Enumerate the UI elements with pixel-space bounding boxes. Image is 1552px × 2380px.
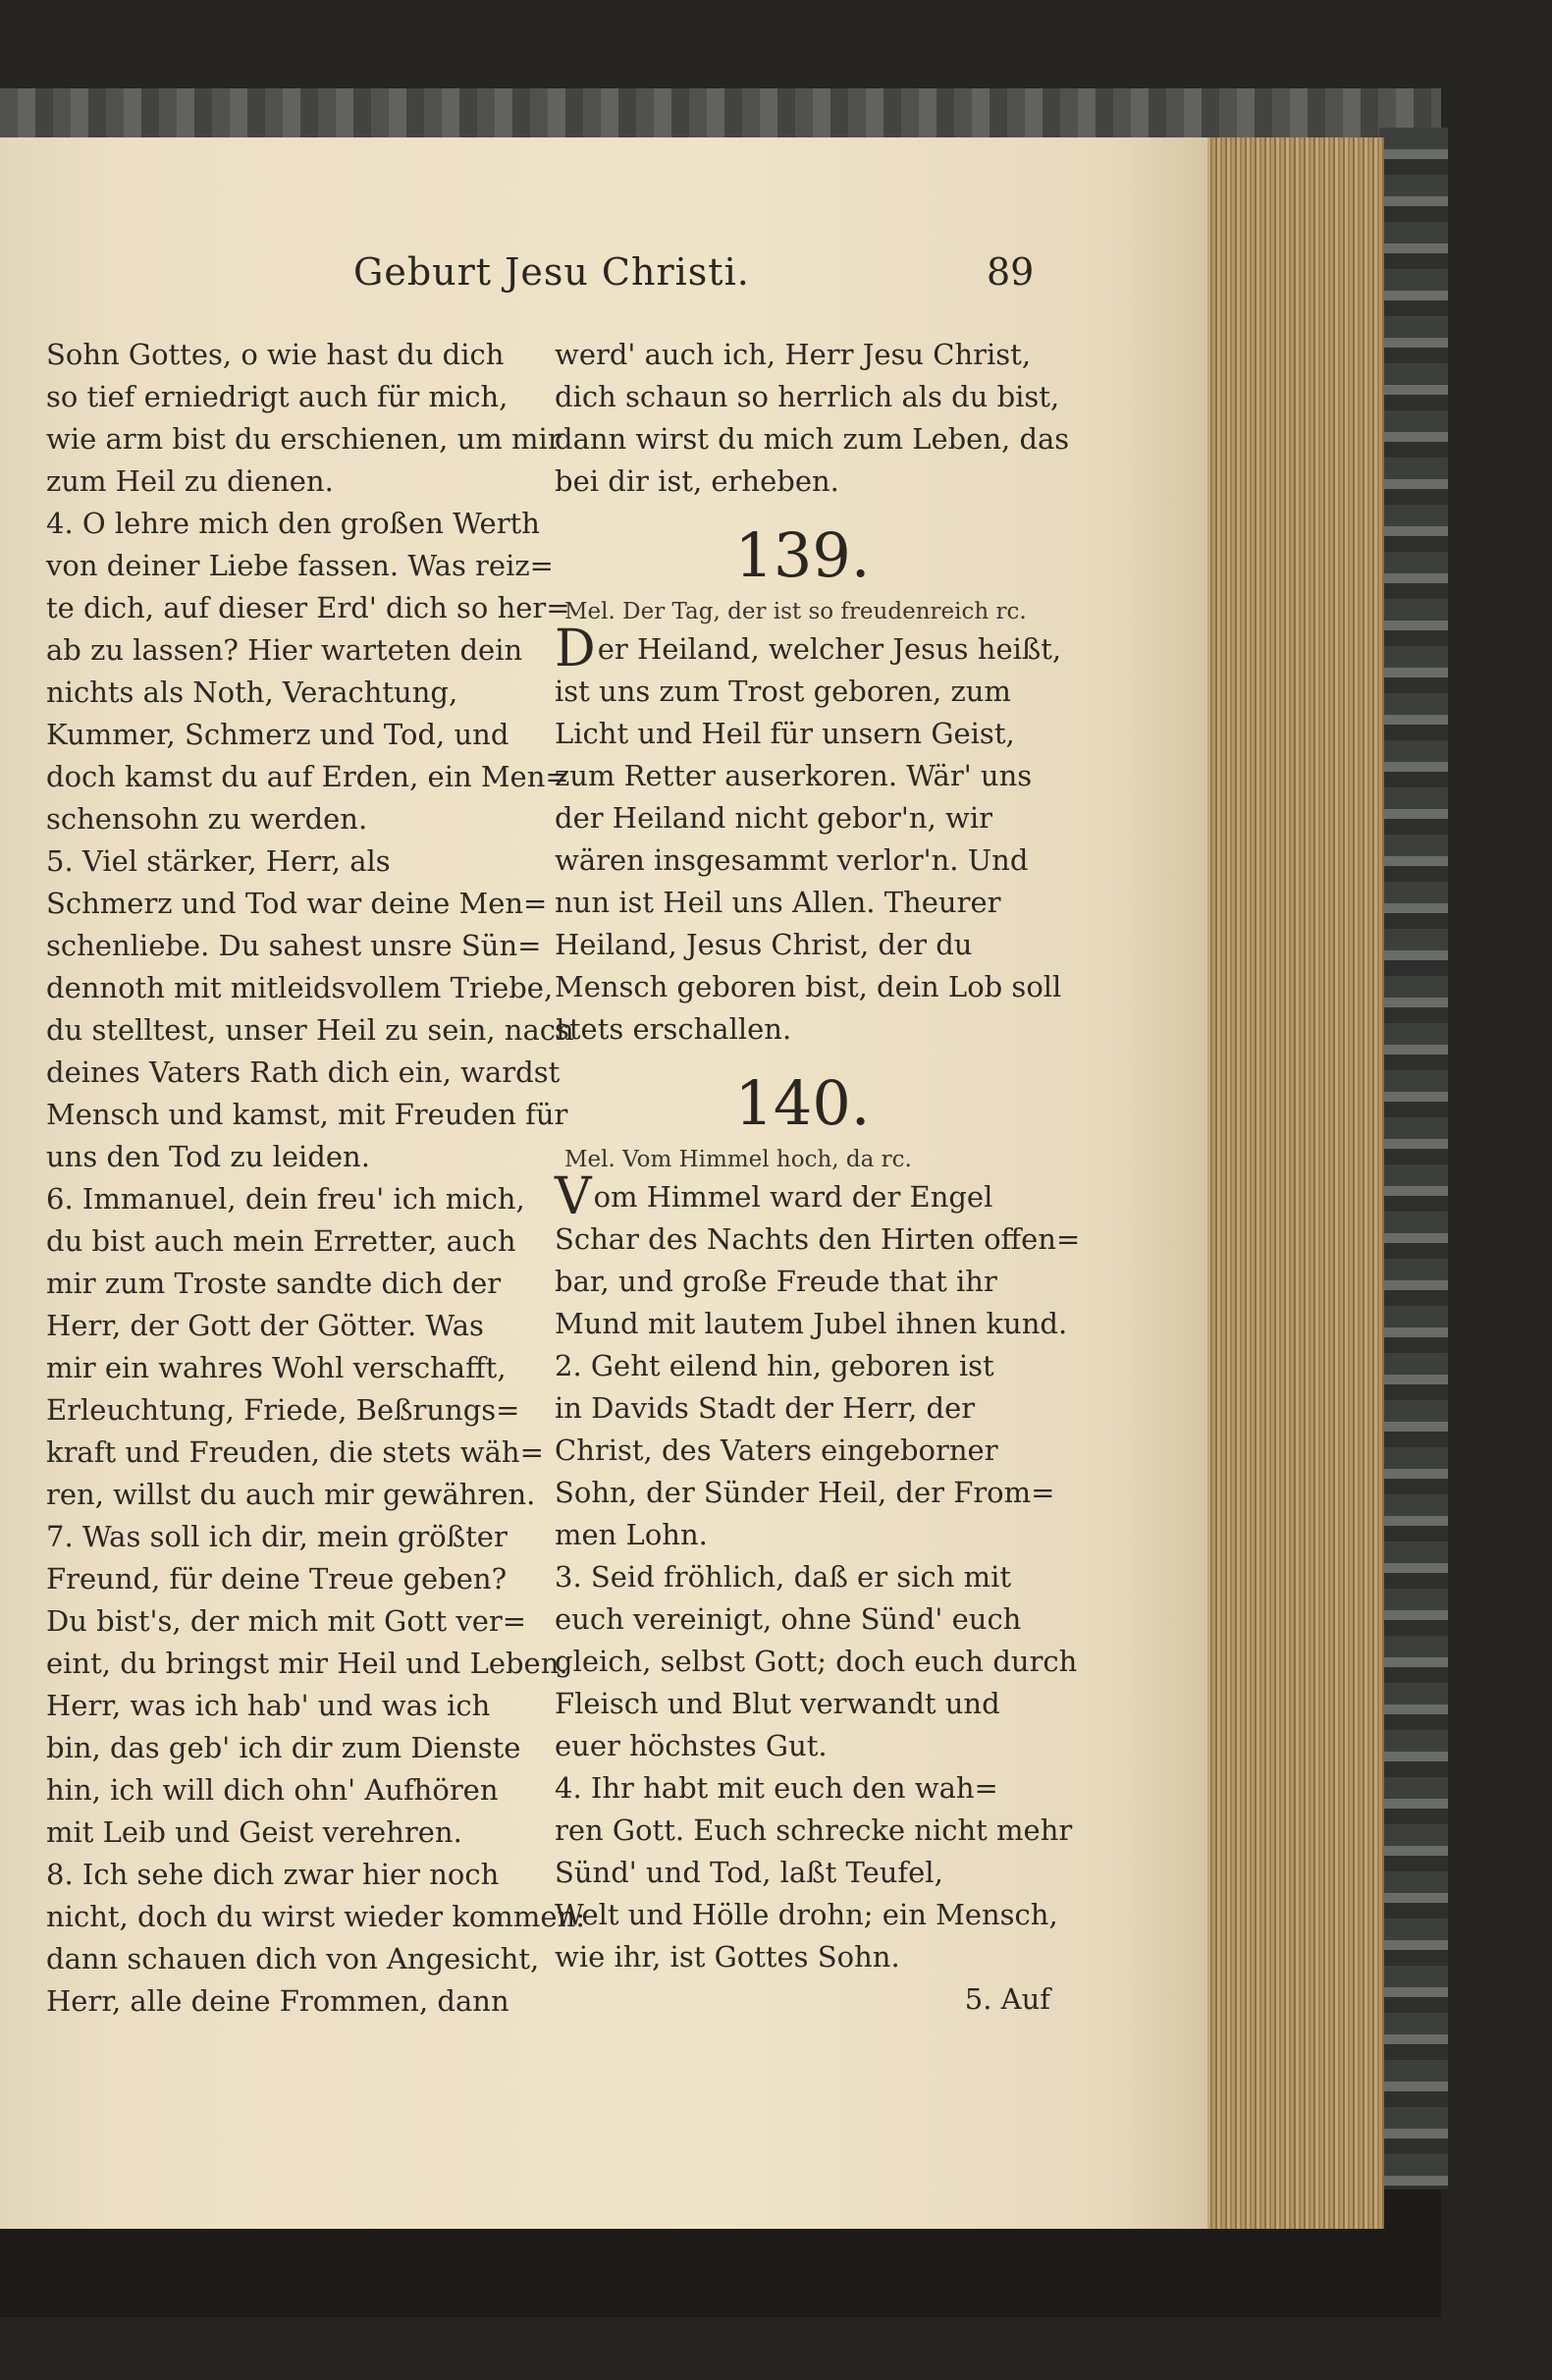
text-line: ren, willst du auch mir gewähren. (46, 1478, 536, 1511)
initial-letter: V (555, 1167, 592, 1226)
text-line: Christ, des Vaters eingeborner (555, 1433, 998, 1467)
page-number: 89 (987, 250, 1035, 294)
text-line: Mund mit lautem Jubel ihnen kund. (555, 1307, 1068, 1340)
hymn-number-140: 140. (734, 1067, 871, 1139)
text-line: 2. Geht eilend hin, geboren ist (555, 1349, 994, 1382)
text-line: Herr, alle deine Frommen, dann (46, 1984, 509, 2018)
text-line: bin, das geb' ich dir zum Dienste (46, 1731, 521, 1764)
text-line: eint, du bringst mir Heil und Leben. (46, 1647, 568, 1680)
text-line: men Lohn. (555, 1518, 708, 1551)
text-line: wären insgesammt verlor'n. Und (555, 843, 1029, 877)
text-line: werd' auch ich, Herr Jesu Christ, (555, 338, 1032, 371)
text-line: 5. Viel stärker, Herr, als (46, 844, 391, 878)
catchword: 5. Auf (964, 1982, 1050, 2016)
page-edges (1203, 137, 1384, 2229)
text-line: Fleisch und Blut verwandt und (555, 1687, 1000, 1720)
text-line: uns den Tod zu leiden. (46, 1140, 370, 1173)
text-line: 4. Ihr habt mit euch den wah= (555, 1771, 998, 1805)
text-line: Schar des Nachts den Hirten offen= (555, 1222, 1081, 1256)
text-line: nicht, doch du wirst wieder kommen: (46, 1900, 586, 1933)
text-line: euer höchstes Gut. (555, 1729, 828, 1762)
text-line: Licht und Heil für unsern Geist, (555, 717, 1015, 750)
text-line: ren Gott. Euch schrecke nicht mehr (555, 1813, 1073, 1847)
text-line: gleich, selbst Gott; doch euch durch (555, 1645, 1078, 1678)
text-line: dann wirst du mich zum Leben, das (555, 422, 1070, 456)
text-line: Heiland, Jesus Christ, der du (555, 928, 973, 961)
text-line: ab zu lassen? Hier warteten dein (46, 633, 523, 667)
text-line: mir zum Troste sandte dich der (46, 1267, 502, 1300)
text-line: 6. Immanuel, dein freu' ich mich, (46, 1182, 525, 1216)
text-line: bei dir ist, erheben. (555, 464, 839, 498)
intro-lines (555, 334, 1070, 503)
hymn-140-text (555, 1167, 1081, 1978)
left-column (46, 334, 586, 2023)
text-line: wie arm bist du erschienen, um mir (46, 422, 562, 456)
text-line: du bist auch mein Erretter, auch (46, 1224, 516, 1258)
running-title: Geburt Jesu Christi. (353, 250, 750, 294)
text-line: 8. Ich sehe dich zwar hier noch (46, 1858, 500, 1891)
text-line: Schmerz und Tod war deine Men= (46, 887, 548, 920)
initial-letter: D (555, 620, 596, 678)
text-line: in Davids Stadt der Herr, der (555, 1391, 976, 1425)
text-line: Sohn Gottes, o wie hast du dich (46, 338, 505, 371)
melody-140: Mel. Vom Himmel hoch, da rc. (564, 1147, 912, 1172)
text-line: stets erschallen. (555, 1012, 792, 1046)
text-line: ist uns zum Trost geboren, zum (555, 675, 1011, 708)
text-line: der Heiland nicht gebor'n, wir (555, 801, 992, 835)
text-line: dennoth mit mitleidsvollem Triebe, (46, 971, 554, 1004)
text-line: wie ihr, ist Gottes Sohn. (555, 1940, 900, 1974)
text-line: 3. Seid fröhlich, daß er sich mit (555, 1560, 1012, 1594)
text-line: 7. Was soll ich dir, mein größter (46, 1520, 508, 1553)
text-line: mir ein wahres Wohl verschafft, (46, 1351, 507, 1384)
text-line: zum Heil zu dienen. (46, 464, 334, 498)
hymn-139-text (555, 620, 1062, 1051)
text-line: dann schauen dich von Angesicht, (46, 1942, 540, 1975)
text-line: deines Vaters Rath dich ein, wardst (46, 1055, 561, 1089)
text-line: euch vereinigt, ohne Sünd' euch (555, 1602, 1022, 1636)
hymn-number-139: 139. (734, 519, 871, 591)
text-line: dich schaun so herrlich als du bist, (555, 380, 1060, 413)
text-line: er Heiland, welcher Jesus heißt, (597, 632, 1062, 666)
text-line: Sohn, der Sünder Heil, der From= (555, 1476, 1055, 1509)
melody-139: Mel. Der Tag, der ist so freudenreich rc. (564, 599, 1027, 624)
text-line: Mensch und kamst, mit Freuden für (46, 1098, 568, 1131)
text-line: Mensch geboren bist, dein Lob soll (555, 970, 1062, 1003)
text-line: Sünd' und Tod, laßt Teufel, (555, 1856, 943, 1889)
text-line: Welt und Hölle drohn; ein Mensch, (555, 1898, 1058, 1931)
text-line: Erleuchtung, Friede, Beßrungs= (46, 1393, 520, 1427)
text-line: nichts als Noth, Verachtung, (46, 676, 458, 709)
text-line: zum Retter auserkoren. Wär' uns (555, 759, 1033, 792)
cover-right-edge (1379, 128, 1448, 2190)
text-line: schenliebe. Du sahest unsre Sün= (46, 929, 542, 962)
text-line: 4. O lehre mich den großen Werth (46, 507, 540, 540)
text-line: doch kamst du auf Erden, ein Men= (46, 760, 569, 793)
text-line: du stelltest, unser Heil zu sein, nach (46, 1013, 574, 1047)
text-line: hin, ich will dich ohn' Aufhören (46, 1773, 499, 1807)
text-line: Du bist's, der mich mit Gott ver= (46, 1604, 527, 1638)
text-line: Herr, was ich hab' und was ich (46, 1689, 491, 1722)
text-line: Herr, der Gott der Götter. Was (46, 1309, 484, 1342)
text-line: Kummer, Schmerz und Tod, und (46, 718, 509, 751)
text-line: schensohn zu werden. (46, 802, 368, 836)
text-line: te dich, auf dieser Erd' dich so her= (46, 591, 570, 624)
text-line: nun ist Heil uns Allen. Theurer (555, 886, 1001, 919)
text-line: om Himmel ward der Engel (593, 1180, 993, 1214)
text-line: so tief erniedrigt auch für mich, (46, 380, 508, 413)
text-line: kraft und Freuden, die stets wäh= (46, 1435, 544, 1469)
page-header (0, 250, 1207, 309)
right-column (555, 334, 1081, 2021)
text-line: Freund, für deine Treue geben? (46, 1562, 508, 1596)
text-line: mit Leib und Geist verehren. (46, 1815, 462, 1849)
text-line: bar, und große Freude that ihr (555, 1265, 997, 1298)
text-line: von deiner Liebe fassen. Was reiz= (46, 549, 554, 582)
